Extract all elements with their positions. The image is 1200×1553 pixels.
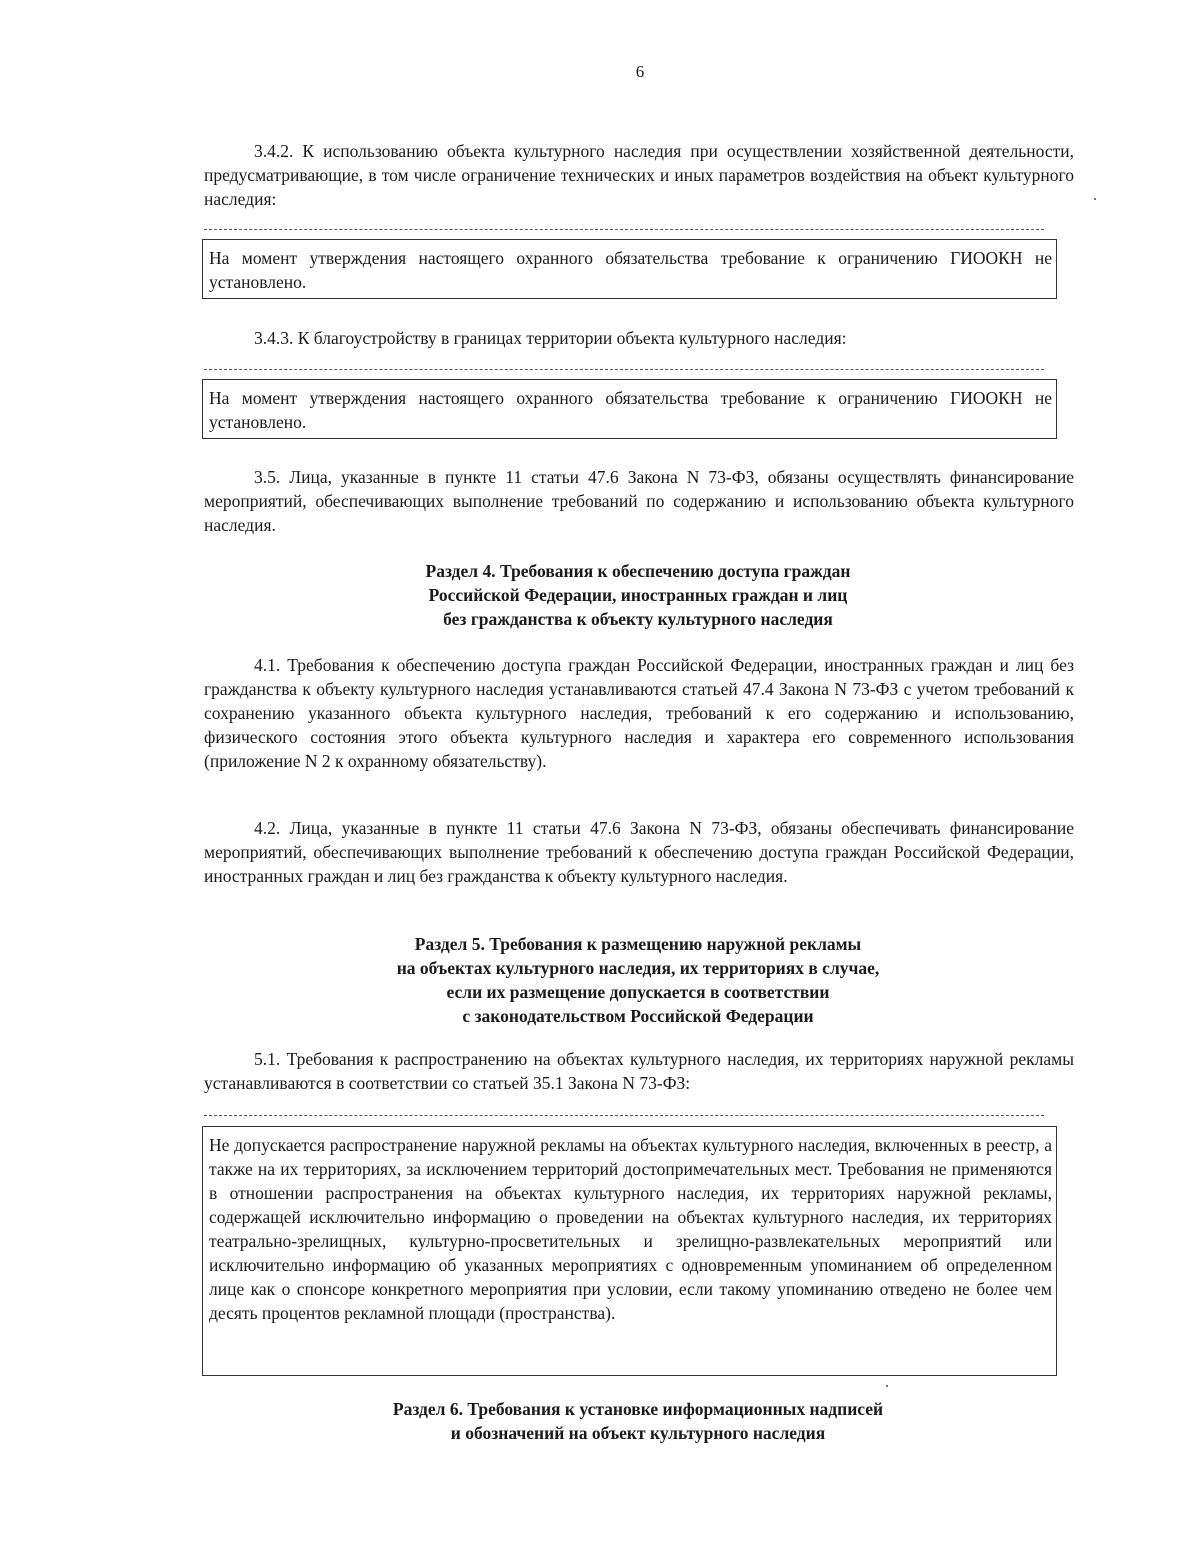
paragraph-5-1-text: 5.1. Требования к распространению на объектах культурного наследия, их территориях наружной рекламы устанавливаются в соответствии со статьей 35.1 Закона N 73-ФЗ:	[204, 1049, 1074, 1093]
section-5-heading-line: если их размещение допускается в соответствии	[446, 982, 830, 1002]
paragraph-3-4-2	[204, 139, 1074, 211]
requirement-box-2	[202, 379, 1057, 439]
section-5-heading	[0, 932, 1200, 1028]
section-4-heading-line: без гражданства к объекту культурного наследия	[443, 609, 833, 629]
paragraph-4-2-text: 4.2. Лица, указанные в пункте 11 статьи 47.6 Закона N 73-ФЗ, обязаны обеспечивать финансирование мероприятий, обеспечивающих выполнение требований к обеспечению доступа граждан Российской Федерации, иностранных граждан и лиц без гражданства к объекту культурного наследия.	[204, 818, 1074, 886]
scan-speck	[886, 1385, 888, 1387]
section-5-heading-line: на объектах культурного наследия, их территориях в случае,	[396, 958, 880, 978]
advertising-restriction-text: Не допускается распространение наружной рекламы на объектах культурного наследия, включенных в реестр, а также на их территориях, за исключением территорий достопримечательных мест. Требования не применяются в отношении распространения на объектах культурного наследия, их территориях наружной рекламы, содержащей исключительно информацию о проведении на объектах культурного наследия, их территориях театрально-зрелищных, культурно-просветительных и зрелищно-развлекательных мероприятий или исключительно информацию об указанных мероприятиях с одновременным упоминанием об определенном лице как о спонсоре конкретного мероприятия при условии, если такому упоминанию отведено не более чем десять процентов рекламной площади (пространства).	[209, 1135, 1052, 1323]
box-dashed-border	[204, 229, 1044, 230]
paragraph-3-5-text: 3.5. Лица, указанные в пункте 11 статьи 47.6 Закона N 73-ФЗ, обязаны осуществлять финансирование мероприятий, обеспечивающих выполнение требований по содержанию и использованию объекта культурного наследия.	[204, 467, 1074, 535]
box-dashed-border	[204, 369, 1044, 370]
section-4-heading-line: Раздел 4. Требования к обеспечению доступа граждан	[425, 561, 851, 581]
section-6-heading-line: Раздел 6. Требования к установке информационных надписей	[392, 1399, 884, 1419]
paragraph-4-1-text: 4.1. Требования к обеспечению доступа граждан Российской Федерации, иностранных граждан и лиц без гражданства к объекту культурного наследия устанавливаются статьей 47.4 Закона N 73-ФЗ с учетом требований к сохранению указанного объекта культурного наследия, требований к его содержанию и использованию, физического состояния этого объекта культурного наследия и характера его современного использования (приложение N 2 к охранному обязательству).	[204, 655, 1074, 771]
paragraph-3-5	[204, 465, 1074, 537]
paragraph-3-4-2-text: 3.4.2. К использованию объекта культурного наследия при осуществлении хозяйственной деятельности, предусматривающие, в том числе ограничение технических и иных параметров воздействия на объект культурного наследия:	[204, 141, 1074, 209]
paragraph-5-1	[204, 1047, 1074, 1095]
section-4-heading	[0, 559, 1200, 631]
scan-speck	[1094, 198, 1096, 200]
paragraph-4-2	[204, 816, 1074, 888]
section-4-heading-line: Российской Федерации, иностранных граждан и лиц	[428, 585, 848, 605]
requirement-box-1-text: На момент утверждения настоящего охранного обязательства требование к ограничению ГИООКН не установлено.	[209, 248, 1052, 292]
paragraph-4-1	[204, 653, 1074, 773]
page-number: 6	[635, 62, 645, 81]
advertising-restriction-box	[202, 1126, 1057, 1376]
section-6-heading-line: и обозначений на объект культурного наследия	[450, 1423, 826, 1443]
section-6-heading	[0, 1397, 1200, 1445]
paragraph-3-4-3: 3.4.3. К благоустройству в границах территории объекта культурного наследия:	[254, 328, 847, 348]
requirement-box-1	[202, 239, 1057, 299]
requirement-box-2-text: На момент утверждения настоящего охранного обязательства требование к ограничению ГИООКН не установлено.	[209, 388, 1052, 432]
box-dashed-border	[204, 1115, 1044, 1116]
section-5-heading-line: Раздел 5. Требования к размещению наружной рекламы	[414, 934, 862, 954]
section-5-heading-line: с законодательством Российской Федерации	[462, 1006, 814, 1026]
